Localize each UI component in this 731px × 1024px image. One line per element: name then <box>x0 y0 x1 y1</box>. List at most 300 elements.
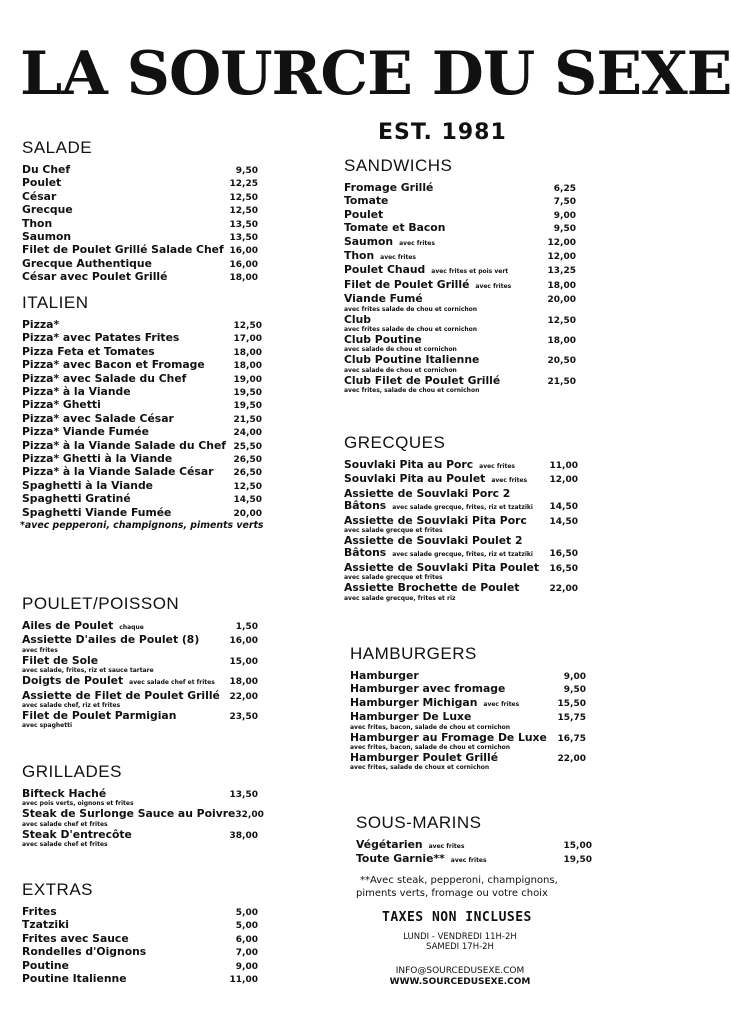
menu-item-name-text: Steak de Surlonge Sauce au Poivre <box>22 807 236 821</box>
menu-item-name-text: Club Poutine <box>344 333 422 347</box>
menu-item <box>22 710 258 723</box>
menu-item <box>22 271 258 284</box>
menu-item-note: avec frites <box>428 843 465 850</box>
menu-item-name-text: Assiette de Souvlaki Porc 2 <box>344 486 511 500</box>
menu-item-name-text: Filet de Poulet Parmigian <box>22 709 177 723</box>
sous-marin-footnote: piments verts, fromage ou votre choix <box>356 887 548 899</box>
menu-item <box>344 293 576 306</box>
menu-item <box>22 191 258 204</box>
menu-item-name <box>350 752 558 764</box>
menu-item-name <box>22 244 230 256</box>
menu-item-description: avec pois verts, oignons et frites <box>22 800 134 808</box>
menu-item-name <box>344 473 550 487</box>
menu-item-name <box>344 293 548 305</box>
menu-item-name-text: Pizza* à la Viande Salade du Chef <box>22 438 226 452</box>
menu-item-price: 16,50 <box>549 549 578 560</box>
menu-item-name-text: Spaghetti à la Viande <box>22 478 153 492</box>
menu-item-name-line2 <box>344 547 550 561</box>
section-title: HAMBURGERS <box>350 644 477 663</box>
menu-item-name-text: Filet de Poulet Grillé <box>344 277 470 291</box>
menu-item <box>22 507 262 520</box>
menu-item-note: avec salade grecque, frites, riz et tzatziki <box>392 504 533 512</box>
menu-item <box>344 375 576 388</box>
menu-item-price: 12,50 <box>547 315 576 326</box>
menu-item-price: 19,00 <box>233 374 262 385</box>
menu-item-name <box>22 466 234 478</box>
menu-item-description: avec frites salade de chou et cornichon <box>344 305 478 313</box>
menu-item-name-text: Assiette de Souvlaki Pita Porc <box>344 513 527 527</box>
menu-item-price: 5,00 <box>235 921 258 932</box>
menu-item <box>22 231 258 244</box>
menu-item-description: avec salade de chou et cornichon <box>344 346 457 354</box>
menu-item <box>22 164 258 177</box>
taxes-notice: TAXES NON INCLUSES <box>382 910 532 925</box>
menu-item-price: 16,00 <box>229 246 258 257</box>
menu-item <box>22 218 258 231</box>
menu-item-name-text: Souvlaki Pita au Poulet <box>344 472 486 486</box>
section-grecques <box>344 433 578 603</box>
pizza-footnote: *avec pepperoni, champignons, piments verts <box>20 520 264 532</box>
menu-item <box>22 788 258 801</box>
menu-item <box>22 933 258 946</box>
menu-item <box>344 582 578 595</box>
section-salade <box>22 138 258 285</box>
menu-item-name-text: Thon <box>344 249 375 263</box>
menu-item-price: 18,00 <box>547 280 576 291</box>
menu-item-price: 16,75 <box>557 733 586 744</box>
menu-item-description: avec frites, salade de chou et cornichon <box>344 387 480 395</box>
menu-item-name-text: Poulet Chaud <box>344 263 426 277</box>
menu-item-price: 21,50 <box>233 414 262 425</box>
menu-item <box>22 946 258 959</box>
menu-item <box>356 853 592 867</box>
menu-item-note: avec frites <box>399 239 435 247</box>
menu-item-name-text: Bifteck Haché <box>22 787 107 800</box>
menu-item-price: 32,00 <box>235 810 264 821</box>
menu-item <box>22 399 262 412</box>
menu-item-name-text: Hamburger Michigan <box>350 695 478 709</box>
menu-item-name-text: Rondelles d'Oignons <box>22 945 147 959</box>
menu-item-name-text: Pizza* avec Salade César <box>22 411 174 425</box>
menu-item-price: 9,50 <box>563 685 586 696</box>
menu-item-name <box>22 231 230 243</box>
menu-item-description: avec salade chef et frites <box>22 820 108 828</box>
menu-item-price: 23,50 <box>229 712 258 723</box>
menu-item <box>22 655 258 668</box>
menu-item-name-line2 <box>344 500 550 514</box>
menu-item-name <box>344 222 554 234</box>
menu-item-name <box>22 507 234 519</box>
menu-item-name <box>22 933 236 945</box>
menu-item-name-text: Végétarien <box>356 838 423 851</box>
menu-item-price: 16,00 <box>229 636 258 647</box>
menu-item-price: 6,25 <box>553 184 576 194</box>
menu-item <box>344 354 576 367</box>
menu-item-price: 14,50 <box>549 502 578 513</box>
menu-item-name <box>22 440 234 452</box>
menu-item-price: 11,00 <box>229 975 258 986</box>
menu-item-description: avec salade, frites, riz et sauce tartare <box>22 667 154 675</box>
menu-item <box>22 386 262 399</box>
menu-item <box>350 683 586 696</box>
menu-item-name <box>344 236 548 250</box>
menu-item-name <box>344 279 548 293</box>
menu-item <box>22 258 258 271</box>
menu-item-price: 22,00 <box>229 691 258 702</box>
restaurant-logo-title: LA SOURCE DU SEXE <box>20 39 731 109</box>
menu-item-name-text: Filet de Sole <box>22 653 99 667</box>
menu-item-price: 14,50 <box>549 516 578 527</box>
menu-item-price: 18,00 <box>233 361 262 372</box>
menu-item-name-text: César avec Poulet Grillé <box>22 270 168 284</box>
menu-item-name-text: Du Chef <box>22 163 71 176</box>
section-sandwichs <box>344 156 576 395</box>
menu-item-name-line2-text: Bâtons <box>344 499 387 513</box>
menu-item <box>22 829 258 842</box>
menu-item-name-text: Ailes de Poulet <box>22 619 114 632</box>
menu-item-price: 22,00 <box>557 754 586 765</box>
menu-item-name-text: Assiette de Filet de Poulet Grillé <box>22 688 220 702</box>
menu-item-name-text: Assiette de Souvlaki Poulet 2 <box>344 534 523 548</box>
menu-item <box>344 195 576 208</box>
menu-item-name-text: César <box>22 189 57 203</box>
menu-item-price: 12,00 <box>547 252 576 263</box>
menu-item-name <box>22 386 234 398</box>
menu-item <box>350 752 586 765</box>
menu-item <box>344 279 576 293</box>
menu-item-description: avec frites, bacon, salade de chou et cornichon <box>350 744 510 752</box>
menu-item-name <box>22 620 236 634</box>
menu-item-price: 12,25 <box>229 179 258 190</box>
menu-item <box>22 807 264 821</box>
menu-item-price: 16,00 <box>229 259 258 270</box>
menu-item-name <box>22 655 230 667</box>
menu-item-name <box>22 258 230 270</box>
menu-item-price: 9,50 <box>235 166 258 176</box>
menu-item-name <box>22 453 234 465</box>
menu-item <box>22 466 262 479</box>
menu-item-name-text: Saumon <box>344 234 394 248</box>
menu-item-name-text: Pizza* Ghetti <box>22 398 101 412</box>
menu-item <box>22 204 258 217</box>
menu-item-name <box>356 853 564 867</box>
menu-item-price: 17,00 <box>233 334 262 345</box>
menu-item-name <box>344 459 550 473</box>
menu-item <box>344 264 576 278</box>
menu-item <box>22 620 258 634</box>
section-title: GRILLADES <box>22 762 122 781</box>
menu-item-description: avec salade grecque, frites et riz <box>344 594 456 602</box>
menu-item-price: 13,50 <box>229 790 258 800</box>
section-italien <box>22 293 262 531</box>
section-poulet-poisson <box>22 594 258 730</box>
menu-item-name <box>22 426 234 438</box>
menu-item-price: 13,50 <box>229 219 258 230</box>
menu-item-description: avec salade grecque et frites <box>344 574 443 582</box>
menu-item-name-text: Frites avec Sauce <box>22 931 129 945</box>
menu-item-name-text: Pizza* à la Viande <box>22 385 131 399</box>
menu-item-name <box>22 413 234 425</box>
menu-item-name-text: Hamburger De Luxe <box>350 710 472 724</box>
menu-item-name-text: Pizza* <box>22 318 60 331</box>
menu-item-name <box>350 697 558 711</box>
menu-item-name-text: Souvlaki Pita au Porc <box>344 458 474 471</box>
menu-item-price: 1,50 <box>235 622 258 632</box>
menu-item-name <box>22 271 230 283</box>
menu-item <box>22 973 258 986</box>
menu-item-name <box>344 375 548 387</box>
menu-item-name <box>344 182 554 194</box>
menu-item-name-text: Saumon <box>22 230 72 244</box>
menu-item-name-text: Grecque Authentique <box>22 256 152 270</box>
menu-item-price: 12,00 <box>549 475 578 486</box>
menu-item <box>344 459 578 473</box>
section-title: SOUS-MARINS <box>356 813 482 832</box>
menu-item-name-text: Steak D'entrecôte <box>22 827 132 841</box>
menu-item-price: 7,00 <box>235 948 258 959</box>
menu-item-name-text: Frites <box>22 905 57 918</box>
menu-item-name <box>22 829 230 841</box>
menu-item <box>22 675 258 689</box>
menu-item <box>22 346 262 359</box>
menu-item <box>22 906 258 919</box>
menu-item-description: avec frites salade de chou et cornichon <box>344 326 478 334</box>
menu-item-name-text: Spaghetti Gratiné <box>22 492 131 506</box>
menu-item-name <box>350 683 564 695</box>
menu-item-name <box>22 191 230 203</box>
menu-item-name <box>22 399 234 411</box>
menu-item <box>22 359 262 372</box>
menu-item-name-text: Doigts de Poulet <box>22 674 124 688</box>
menu-item-description: avec frites, bacon, salade de chou et cornichon <box>350 723 510 731</box>
menu-item-name <box>22 634 230 646</box>
menu-item-name <box>344 515 550 527</box>
sous-marin-footnote: **Avec steak, pepperoni, champignons, <box>360 874 558 886</box>
menu-item-name <box>22 332 234 344</box>
menu-item-price: 9,00 <box>553 210 576 221</box>
menu-item-price: 26,50 <box>233 455 262 466</box>
menu-item-price: 25,50 <box>233 441 262 452</box>
menu-item-name-text: Club Poutine Italienne <box>344 353 480 367</box>
menu-item-price: 18,00 <box>229 677 258 688</box>
menu-item-price: 9,50 <box>553 224 576 235</box>
menu-item <box>22 480 262 493</box>
menu-item <box>22 690 258 703</box>
menu-item <box>350 697 586 711</box>
contact-info <box>340 966 580 988</box>
section-hamburgers <box>350 644 586 772</box>
menu-item-price: 18,00 <box>229 273 258 284</box>
menu-item-price: 12,50 <box>229 192 258 203</box>
menu-item-name <box>344 314 548 326</box>
menu-item-name-text: Hamburger au Fromage De Luxe <box>350 730 547 744</box>
menu-item-name-text: Poutine <box>22 958 69 972</box>
section-extras <box>22 880 258 986</box>
menu-item-price: 20,00 <box>547 295 576 306</box>
menu-item-note: avec frites <box>380 254 416 262</box>
menu-item-name <box>350 732 558 744</box>
menu-item-name <box>344 195 554 207</box>
menu-item <box>350 732 586 745</box>
section-sous-marins <box>356 813 592 900</box>
menu-item-name <box>22 919 236 931</box>
section-grillades <box>22 762 264 849</box>
menu-item-name <box>344 354 548 366</box>
menu-item-name-text: Thon <box>22 216 53 230</box>
menu-item-price: 18,00 <box>233 347 262 358</box>
menu-item-description: avec frites, salade de choux et cornichon <box>350 764 490 772</box>
section-title: GRECQUES <box>344 433 446 452</box>
menu-item-description: avec salade chef et frites <box>22 841 108 849</box>
menu-item-description: avec salade grecque et frites <box>344 527 443 535</box>
menu-item-price: 24,00 <box>233 428 262 439</box>
section-title: POULET/POISSON <box>22 594 180 613</box>
menu-item-continued <box>344 500 578 514</box>
menu-item-name-text: Hamburger Poulet Grillé <box>350 751 499 765</box>
menu-item-name-text: Filet de Poulet Grillé Salade Chef <box>22 243 224 257</box>
menu-item <box>344 473 578 487</box>
menu-item-name <box>22 973 230 985</box>
menu-item-name <box>344 334 548 346</box>
menu-item <box>344 250 576 264</box>
menu-item-continued <box>344 547 578 561</box>
menu-item-note: avec salade chef et frites <box>129 679 215 687</box>
menu-item <box>22 332 262 345</box>
menu-item-description: avec salade chef, riz et frites <box>22 702 121 710</box>
menu-item-price: 14,50 <box>233 495 262 506</box>
menu-item-note: avec salade grecque, frites, riz et tzatziki <box>392 551 533 559</box>
menu-item-name-text: Pizza* avec Bacon et Fromage <box>22 358 205 372</box>
menu-item <box>344 334 576 347</box>
menu-item-name <box>344 250 548 264</box>
menu-item-price: 15,00 <box>229 656 258 667</box>
menu-item <box>22 319 262 332</box>
menu-item-name-text: Tzatziki <box>22 918 69 932</box>
menu-item-name <box>22 946 236 958</box>
menu-item-name-text: Viande Fumé <box>344 292 423 306</box>
menu-item-name <box>22 808 235 820</box>
opening-hours <box>340 932 580 952</box>
menu-item-name <box>22 710 230 722</box>
menu-item-price: 20,50 <box>547 356 576 367</box>
menu-item-price: 9,00 <box>235 961 258 972</box>
menu-item-description: avec salade de chou et cornichon <box>344 366 457 374</box>
menu-item-note: avec frites <box>475 282 512 290</box>
menu-item-name-text: Pizza* Viande Fumée <box>22 425 149 439</box>
menu-item-price: 18,00 <box>547 336 576 347</box>
menu-item-name-text: Poutine Italienne <box>22 972 127 986</box>
menu-item-price: 15,75 <box>557 713 586 724</box>
menu-item-name-text: Club Filet de Poulet Grillé <box>344 373 501 387</box>
menu-item-name <box>350 670 564 682</box>
menu-item-name-line2-text: Bâtons <box>344 546 387 560</box>
menu-item-name-text: Fromage Grillé <box>344 181 434 194</box>
menu-item-name <box>22 675 230 689</box>
menu-item-name <box>22 906 236 918</box>
menu-item-name-text: Spaghetti Viande Fumée <box>22 505 172 519</box>
menu-item <box>350 670 586 683</box>
menu-item-name <box>22 493 234 505</box>
website-link[interactable]: WWW.SOURCEDUSEXE.COM <box>389 977 531 987</box>
menu-item-price: 12,00 <box>547 237 576 248</box>
menu-item-name-text: Assiette Brochette de Poulet <box>344 581 520 595</box>
menu-item-note: avec frites et pois vert <box>431 268 509 276</box>
menu-item-name <box>22 960 236 972</box>
hours-weekdays: LUNDI - VENDREDI 11H-2H <box>403 932 517 942</box>
menu-item <box>22 493 262 506</box>
menu-item <box>344 222 576 235</box>
menu-item-price: 5,00 <box>235 908 258 918</box>
menu-item-name <box>344 582 550 594</box>
menu-item <box>22 919 258 932</box>
menu-item-note: avec frites <box>479 463 515 470</box>
email-link[interactable]: INFO@SOURCEDUSEXE.COM <box>395 966 525 976</box>
menu-item-name <box>22 373 234 385</box>
menu-item-note: avec frites <box>450 857 487 865</box>
menu-item-note: avec frites <box>483 700 520 708</box>
menu-item-name <box>22 480 234 492</box>
menu-item <box>344 562 578 575</box>
menu-item-note: avec frites <box>491 477 528 485</box>
menu-item-name <box>22 346 234 358</box>
menu-item-name-text: Tomate et Bacon <box>344 221 446 235</box>
menu-item-price: 16,50 <box>549 563 578 574</box>
menu-item <box>22 413 262 426</box>
menu-item-name <box>22 690 230 702</box>
menu-item <box>344 209 576 222</box>
menu-item-name <box>22 788 230 800</box>
menu-item-price: 20,00 <box>233 508 262 519</box>
menu-item-price: 12,50 <box>233 481 262 492</box>
menu-item-price: 11,00 <box>549 461 578 471</box>
menu-item-name <box>350 711 558 723</box>
menu-item-price: 13,25 <box>547 266 576 277</box>
menu-item-name-text: Grecque <box>22 203 73 217</box>
menu-item-name <box>22 319 234 331</box>
menu-item <box>22 960 258 973</box>
menu-item <box>22 440 262 453</box>
section-title: SALADE <box>22 138 93 157</box>
menu-item-name <box>22 164 236 176</box>
menu-item-name <box>344 264 548 278</box>
menu-item-name <box>22 218 230 230</box>
hours-saturday: SAMEDI 17H-2H <box>426 942 494 952</box>
menu-item-name-text: Hamburger <box>350 669 419 682</box>
established-year: EST. 1981 <box>378 120 507 145</box>
menu-item <box>22 426 262 439</box>
menu-item-name <box>356 839 564 853</box>
menu-item-description: avec spaghetti <box>22 722 73 730</box>
menu-item-name-text: Poulet <box>22 176 62 190</box>
menu-item <box>344 314 576 327</box>
menu-item-price: 19,50 <box>233 401 262 412</box>
menu-item-price: 12,50 <box>229 206 258 217</box>
menu-item-price: 22,00 <box>549 584 578 595</box>
menu-item-price: 15,00 <box>563 841 592 851</box>
section-title: ITALIEN <box>22 293 89 312</box>
menu-item-name-text: Assiette D'ailes de Poulet (8) <box>22 633 200 647</box>
menu-item <box>356 839 592 853</box>
menu-item-name-text: Assiette de Souvlaki Pita Poulet <box>344 560 540 574</box>
menu-item-price: 26,50 <box>233 468 262 479</box>
menu-item <box>22 244 258 257</box>
menu-item-name <box>344 209 554 221</box>
menu-item <box>22 177 258 190</box>
menu-item <box>22 634 258 647</box>
menu-item-price: 15,50 <box>557 698 586 709</box>
menu-item-name-text: Pizza* avec Salade du Chef <box>22 371 187 385</box>
menu-item <box>344 236 576 250</box>
